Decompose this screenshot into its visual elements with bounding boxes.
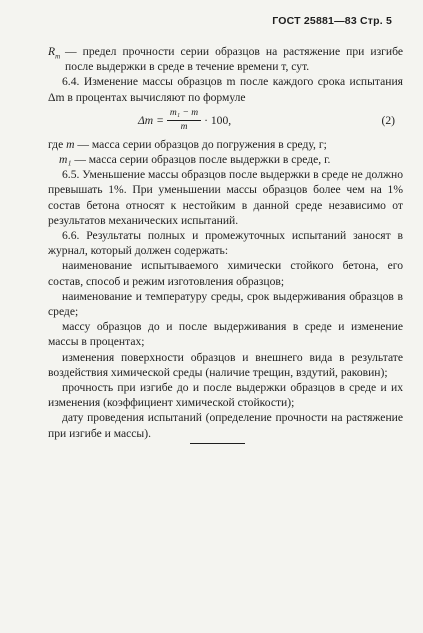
list-item: изменения поверхности образцов и внешнего вида в результате воздействия химической среды (наличие трещин, вздутий, раковин);: [48, 350, 403, 379]
formula-denominator: m: [180, 122, 188, 133]
where-text: — масса серии образцов до погружения в среду, г;: [77, 137, 327, 151]
formula-rest: · 100,: [204, 114, 232, 128]
formula-numerator: m₁ − m: [167, 108, 201, 121]
paragraph-6-6: 6.6. Результаты полных и промежуточных испытаний заносят в журнал, который должен содержать:: [48, 229, 403, 258]
formula-fraction: [167, 108, 201, 133]
where-symbol: m₁: [59, 153, 72, 167]
list-item: прочность при изгибе до и после выдержки образцов в среде и их изменения (коэффициент химической стойкости);: [48, 381, 403, 410]
formula-number: (2): [381, 113, 395, 127]
symbol-r: $R_т$: [48, 45, 61, 61]
where-item-2: [48, 152, 403, 167]
end-divider: [190, 443, 245, 444]
definition-r-text: — предел прочности серии образцов на растяжение при изгибе после выдержки в среде в течение времени т, сут.: [65, 45, 403, 74]
where-symbol: m: [66, 137, 75, 151]
formula-lhs: Δm =: [138, 114, 164, 128]
list-item: наименование испытываемого химически стойкого бетона, его состав, способ и режим изготовления образцов;: [48, 259, 403, 288]
definition-r: [48, 44, 403, 74]
paragraph-6-5: 6.5. Уменьшение массы образцов после выдержки в среде не должно превышать 1%. При уменьшении массы образцов более чем на 1% состав бетона относят к нестойким в данной среде независимо от результатов механических испытаний.: [48, 168, 403, 227]
page-content: [48, 44, 403, 441]
formula-body: [138, 105, 231, 137]
where-label: где: [48, 137, 64, 151]
page-header: ГОСТ 25881—83 Стр. 5: [272, 15, 392, 27]
list-item: массу образцов до и после выдерживания в среде и изменение массы в процентах;: [48, 320, 403, 349]
list-item: дату проведения испытаний (определение прочности на растяжение при изгибе и массы).: [48, 411, 403, 440]
list-item: наименование и температуру среды, срок выдерживания образцов в среде;: [48, 289, 403, 319]
paragraph-6-4: 6.4. Изменение массы образцов m после каждого срока испытания Δm в процентах вычисляют по формуле: [48, 75, 403, 104]
where-item-1: [48, 137, 403, 152]
formula-2: [48, 105, 403, 137]
where-text: — масса серии образцов после выдержки в среде, г.: [74, 153, 331, 167]
